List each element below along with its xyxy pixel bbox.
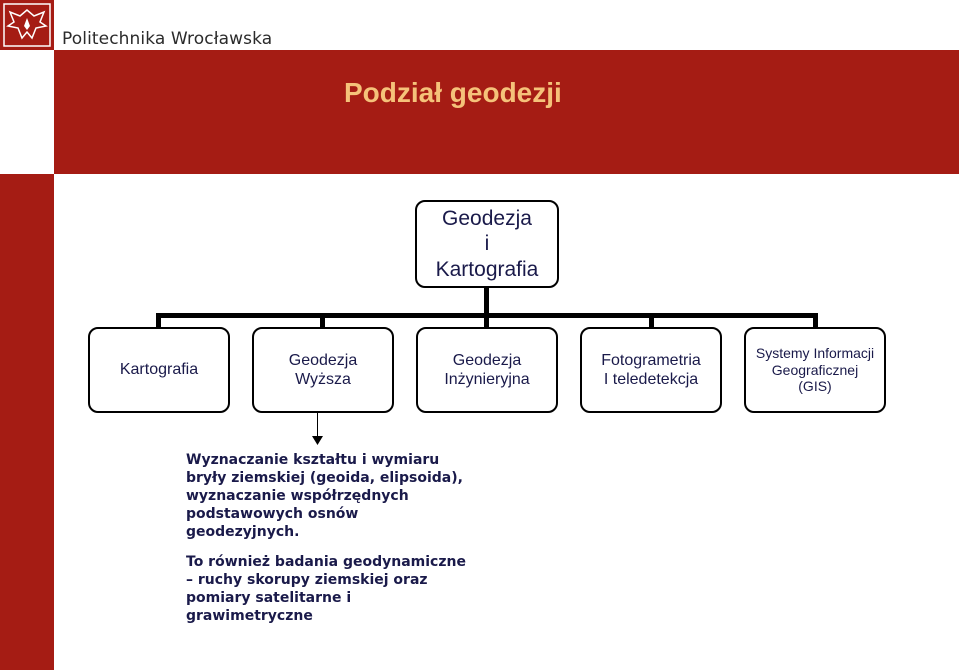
child-node-kartografia [88, 327, 230, 413]
desc-p1-line-1: Wyznaczanie kształtu i wymiaru [186, 452, 440, 468]
child-connector-3 [484, 313, 489, 328]
child-3-line-2: Inżynieryjna [444, 371, 530, 388]
child-1-line-1: Kartografia [119, 361, 199, 379]
desc-p1-line-3: wyznaczanie współrzędnych [186, 488, 409, 504]
university-name: Politechnika Wrocławska [62, 29, 273, 49]
desc-p2-line-1: To również badania geodynamiczne [186, 554, 466, 570]
desc-p1-line-5: geodezyjnych. [186, 524, 300, 540]
child-node-geodezja-wyzsza [252, 327, 394, 413]
slide-title: Podział geodezji [344, 77, 562, 108]
child-4-line-1: Fotogrametria [601, 351, 701, 369]
child-node-gis [744, 327, 886, 413]
description-text [186, 451, 466, 625]
child-connector-1 [156, 313, 161, 328]
child-5-line-1: Systemy Informacji [755, 344, 875, 361]
child-connector-5 [813, 313, 818, 328]
eagle-crest-icon [0, 0, 54, 50]
header-bar [0, 0, 959, 50]
root-line-3: Kartografia [435, 257, 539, 281]
arrow-head-icon [312, 436, 323, 445]
title-band [54, 50, 959, 174]
child-5-line-2: Geograficznej [771, 361, 859, 378]
child-2-line-2: Wyższa [295, 371, 351, 388]
child-5-line-3: (GIS) [798, 378, 832, 395]
desc-p2-line-2: – ruchy skorupy ziemskiej oraz [186, 572, 428, 588]
child-connector-4 [649, 313, 654, 328]
child-3-line-1: Geodezja [452, 351, 522, 369]
root-node [415, 200, 559, 288]
child-2-line-1: Geodezja [288, 351, 358, 369]
paragraph-gap [186, 541, 466, 553]
arrow-line [317, 413, 318, 438]
child-node-fotogrametria [580, 327, 722, 413]
root-line-1: Geodezja [442, 207, 532, 231]
child-4-line-2: I teledetekcja [603, 371, 699, 388]
root-connector [484, 288, 489, 315]
root-line-2: i [484, 232, 490, 256]
desc-p2-line-4: grawimetryczne [186, 608, 313, 624]
desc-p2-line-3: pomiary satelitarne i [186, 590, 352, 606]
child-connector-2 [320, 313, 325, 328]
child-node-geodezja-inzynieryjna [416, 327, 558, 413]
left-stripe [0, 174, 54, 670]
desc-p1-line-4: podstawowych osnów [186, 506, 359, 522]
desc-p1-line-2: bryły ziemskiej (geoida, elipsoida), [186, 470, 463, 486]
